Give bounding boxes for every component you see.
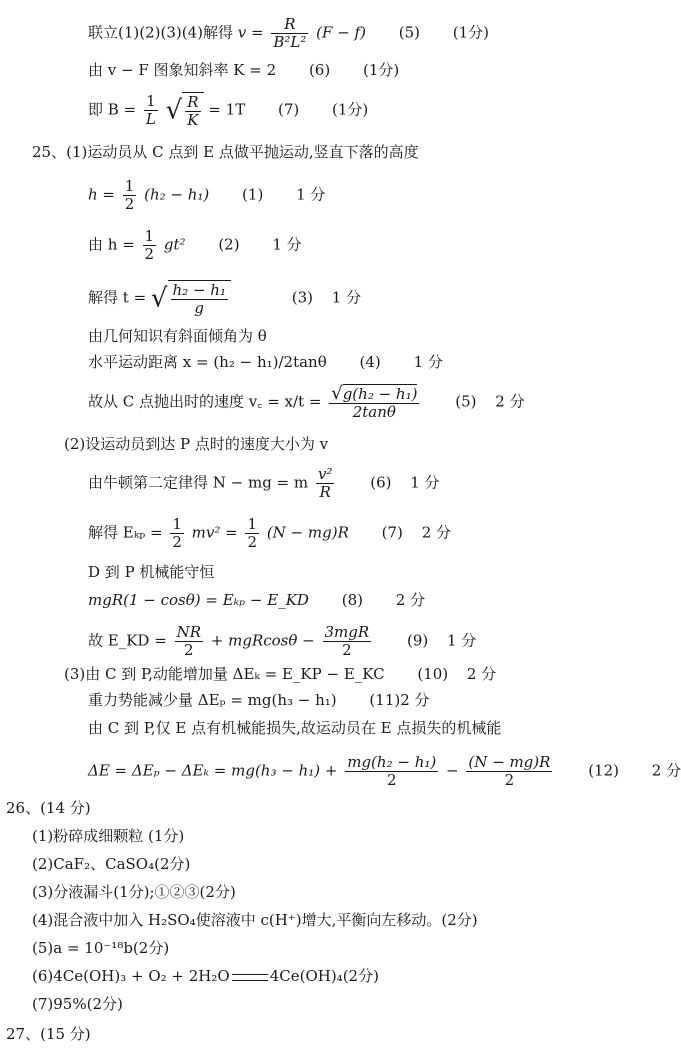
q25-eq-12: 重力势能减少量 ΔEₚ = mg(h₃ − h₁) (11)2 分: [88, 691, 430, 709]
fraction: $\frac{R}{\text{B²L²}}$: [273, 15, 307, 51]
q25-eq-10: mgR(1 − cosθ) = Eₖₚ − E_KD (8) 2 分: [88, 591, 426, 609]
q25-eq-5: 水平运动距离 x = (h₂ − h₁)/2tanθ (4) 1 分: [88, 353, 443, 371]
q25-eq-2: 由 h = $\frac{1}{2}$ gt² (2) 1 分: [88, 227, 302, 263]
q25-eq-7: 由牛顿第二定律得 N − mg = m $\frac{\text{v²}}{R}$ (6) 1 分: [88, 465, 440, 501]
q26-answer-5: (5)a = 10⁻¹⁸b(2分): [32, 939, 170, 957]
q26-answer-3: (3)分液漏斗(1分);①②③(2分): [32, 883, 236, 901]
q26-header: 26、(14 分): [6, 799, 91, 817]
q25-eq-6: 故从 C 点抛出时的速度 v꜀ = x/t = $\frac{\text{√g(h₂ − h₁)}}{2\tan\theta}$ (5) 2 分: [88, 383, 525, 421]
fraction: $\frac{1}{L}$: [145, 92, 156, 128]
q26-answer-1: (1)粉碎成细颗粒 (1分): [32, 827, 185, 845]
q25-eq-11: 故 E_KD = $\frac{NR}{2}$ + mgRcosθ − $\frac{\text{3mgR}}{2}$ (9) 1 分: [88, 623, 477, 659]
q25-eq-3: 解得 t = √ $\frac{\text{h₂ − h₁}}{g}$ (3) 1 分: [88, 281, 362, 317]
q26-answer-6: (6)4Ce(OH)₃ + O₂ + 2H₂O 4Ce(OH)₄(2分): [32, 967, 379, 985]
q25-part2-header: (2)设运动员到达 P 点时的速度大小为 v: [64, 435, 329, 453]
q26-answer-2: (2)CaF₂、CaSO₄(2分): [32, 855, 191, 873]
q27-header: 27、(15 分): [6, 1025, 91, 1043]
q25-header: 25、(1)运动员从 C 点到 E 点做平抛运动,竖直下落的高度: [32, 143, 419, 161]
sqrt: √ $\frac{R}{K}$: [166, 92, 204, 129]
q26-answer-7: (7)95%(2分): [32, 995, 123, 1013]
q25-eq-14: ΔE = ΔEₚ − ΔEₖ = mg(h₃ − h₁) + $\frac{\text{mg(h₂ − h₁)}}{2}$ − $\frac{(N - mg)R}{2}$ (12) 2 分: [88, 753, 681, 789]
q25-eq-8: 解得 Eₖₚ = $\frac{1}{2}$ mv² = $\frac{1}{2}$ (N − mg)R (7) 2 分: [88, 515, 451, 551]
q24-line-5: 联立(1)(2)(3)(4)解得 v = $\frac{R}{\text{B²L²}}$ (F − f) (5) (1分): [88, 15, 490, 51]
q25-eq-13: 由 C 到 P,仅 E 点有机械能损失,故运动员在 E 点损失的机械能: [88, 719, 502, 737]
q24-line-7: 即 B = $\frac{1}{L}$ √ $\frac{R}{K}$ = 1T (7) (1分): [88, 92, 369, 129]
q25-eq-9: D 到 P 机械能守恒: [88, 563, 215, 581]
q24-line-6: 由 v − F 图象知斜率 K = 2 (6) (1分): [88, 61, 400, 79]
q26-answer-4: (4)混合液中加入 H₂SO₄使溶液中 c(H⁺)增大,平衡向左移动。(2分): [32, 911, 478, 929]
q25-part3-header: (3)由 C 到 P,动能增加量 ΔEₖ = E_KP − E_KC (10) 2 分: [64, 665, 497, 683]
q25-eq-1: h = $\frac{1}{2}$ (h₂ − h₁) (1) 1 分: [88, 177, 326, 213]
equals-arrow-icon: [232, 974, 268, 981]
q25-eq-4: 由几何知识有斜面倾角为 θ: [88, 327, 267, 345]
